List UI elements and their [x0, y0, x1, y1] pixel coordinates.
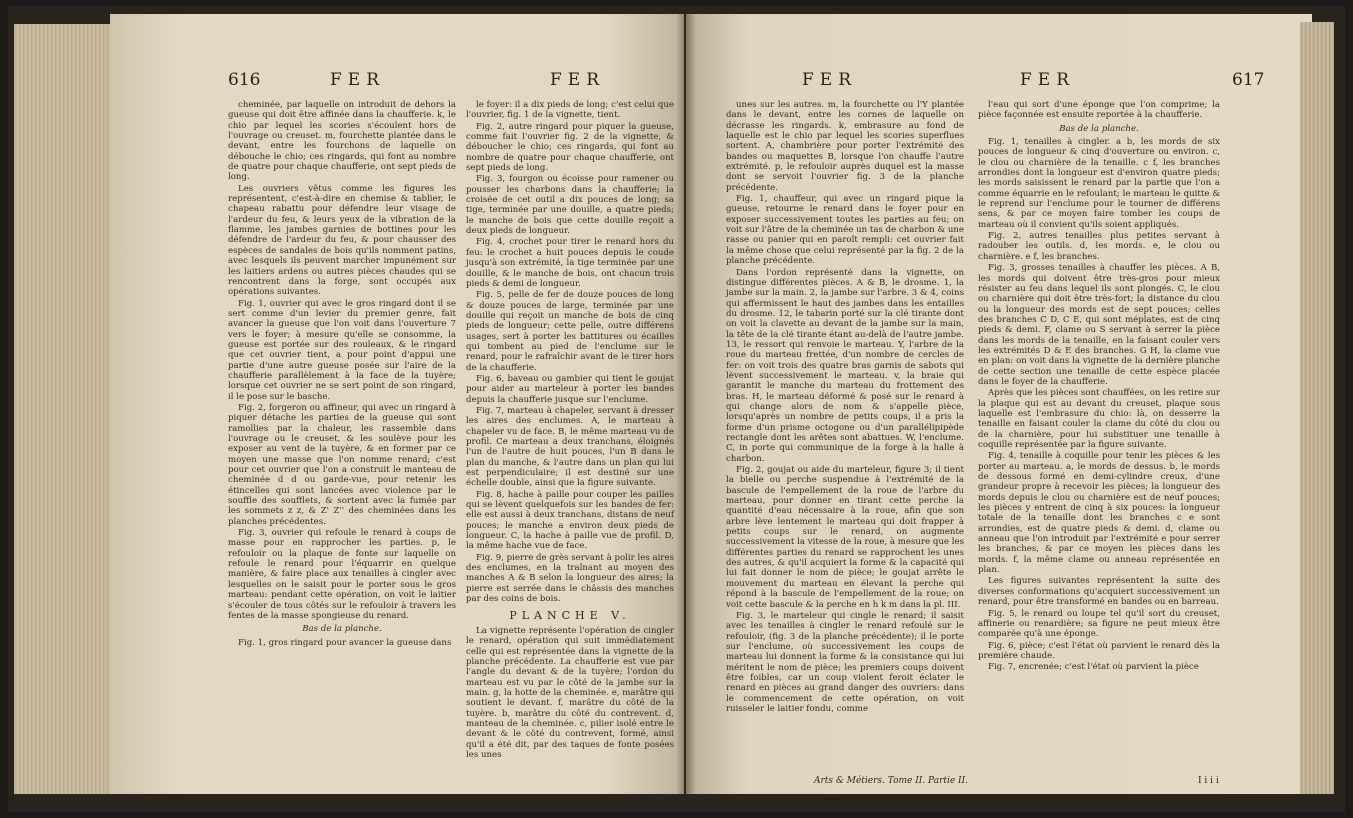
page-number-right: 617 [1232, 70, 1265, 90]
paragraph: Fig. 4, tenaille à coquille pour tenir les pièces & les porter au marteau. a, le mords de dessus. b, le mords de dessous formé en demi-cylindre creux, d'une grandeur propre à recevoir les pièces; la longueur des mords depuis le clou ou charnière est de neuf pouces; les pièces y entrent de cinq à six pouces: la longueur totale de la tenaille dont les branches c e sont arrondies, est de quatre pieds & demi. d, clame ou anneau que l'on introduit par l'extrémité e pour serrer les branches, & par ce moyen les pièces dans les mords. f, la même clame ou anneau représentée en plan. [978, 451, 1220, 576]
right-page [686, 14, 1312, 794]
left-page [110, 14, 684, 794]
right-page-column-1 [726, 100, 964, 714]
paragraph: Fig. 9, pierre de grès servant à polir les aires des enclumes, en la traînant au moyen des manches A & B selon la longueur des aires; la pierre est serrée dans le châssis des manches par des coins de bois. [466, 552, 674, 605]
paragraph: Fig. 5, pelle de fer de douze pouces de long & douze pouces de large, terminée par une douille qui reçoit un manche de bois de cinq pieds de longueur; cette pelle, outre différens usages, sert à porter les battitures ou écailles qui tombent au pied de l'enclume sur le renard, pour le rafraîchir avant de le tirer hors de la chaufferie. [466, 290, 674, 373]
paragraph: Fig. 3, grosses tenailles à chauffer les pièces. A B, les mords qui doivent être très-gros pour mieux résister au feu dans lequel ils sont plongés. C, le clou ou charnière qui doit être très-fort; la distance du clou ou la longueur des mords est de sept pouces; celles des branches C D, C E, qui sont méplates, est de cinq pieds & demi. F, clame ou S servant à serrer la pièce dans les mords de la tenaille, en la faisant couler vers les extrémités D & E des branches. G H, la clame vue en plan: on voit dans la vignette de la dernière planche de cette section une tenaille de cette espèce placée dans le foyer de la chaufferie. [978, 263, 1220, 387]
left-page-edges [14, 24, 112, 794]
paragraph: Fig. 1, chauffeur, qui avec un ringard pique la gueuse, retourne le renard dans le foyer pour en exposer successivement toutes les parties au feu; on voit sur l'âtre de la cheminée un tas de charbon & une rasse ou panier qui en paroît rempli: cet ouvrier fait la même chose que celui représenté par la fig. 2 de la planche précédente. [726, 194, 964, 267]
paragraph: Fig. 4, crochet pour tirer le renard hors du feu: le crochet a huit pouces depuis le coude jusqu'à son extrémité, la tige terminée par une douille, & le manche de bois, ont chacun trois pieds & demi de longueur. [466, 237, 674, 289]
left-page-column-2 [466, 100, 674, 760]
paragraph: Fig. 1, gros ringard pour avancer la gueuse dans [238, 637, 452, 648]
paragraph: Après que les pièces sont chauffées, on les retire sur la plaque qui est au devant du creuset, plaque sous laquelle est l'embrasure du chio: là, on desserre la tenaille en faisant couler la clame du côté du clou ou de la charnière, pour lui substituer une tenaille à coquille représentée par la figure suivante. [978, 388, 1220, 450]
volume-footer: Arts & Métiers. Tome II. Partie II. [814, 776, 969, 786]
paragraph: Fig. 3, fourgon ou écoisse pour ramener ou pousser les charbons dans la chaufferie; la croisée de cet outil a dix pouces de long; sa tige, terminée par une douille, a quatre pieds; le manche de bois que cette douille reçoit a deux pieds de longueur. [466, 174, 674, 237]
plate-heading: PLANCHE V. [509, 608, 631, 622]
paragraph: Fig. 2, autre ringard pour piquer la gueuse, comme fait l'ouvrier fig. 2 de la vignette, & déboucher le chio; ces ringards, qui font au nombre de quatre pour chaque chaufferie, ont sept pieds de long. [466, 121, 674, 174]
paragraph: Fig. 1, tenailles à cingler. a b, les mords de six pouces de longueur & cinq d'ouverture ou environ. c, le clou ou charnière de la tenaille. c f, les branches arrondies dont la longueur est d'environ quatre pieds; les mords saisissent le renard par la partie que l'on a comme équarrie en le refoulant; le marteau le quitte & le reprend sur l'enclume pour le tourner de différens sens, & par ce moyen faire tomber les coups de marteau où il convient qu'ils soient appliqués. [978, 137, 1220, 230]
paragraph: cheminée, par laquelle on introduit de dehors la gueuse qui doit être affinée dans la chaufferie. k, le chio par lequel les scories s'écoulent hors de l'ouvrage ou creuset. m, fourchette plantée dans le devant, entre les fourchons de laquelle on débouche le chio; ces ringards, qui font au nombre de quatre pour chaque chaufferie, ont sept pieds de long. [228, 100, 456, 183]
paragraph: Fig. 8, hache à paille pour couper les pailles qui se lèvent quelquefois sur les bandes de fer: elle est aussi à deux tranchans, distans de neuf pouces; le manche a environ deux pieds de longueur. C, la hache à paille vue de profil. D, la même hache vue de face. [466, 489, 674, 552]
paragraph: unes sur les autres. m, la fourchette ou l'Y plantée dans le devant, entre les cornes de laquelle on décrasse les ringards. k, embrasure au fond de laquelle est le chio par lequel les scories superflues sortent. A, chambrière pour porter l'extrémité des bandes ou maquettes B, lorsque l'on chauffe l'autre extrémité. p, le refouloir auprès duquel est la masse dont se servoit l'ouvrier fig. 3 de la planche précédente. [726, 100, 964, 193]
paragraph: l'eau qui sort d'une éponge que l'on comprime; la pièce façonnée est ensuite reportée à la chaufferie. [978, 100, 1220, 121]
paragraph: Fig. 2, goujat ou aide du marteleur, figure 3; il tient la bielle ou perche suspendue à l'extrémité de la bascule de l'empellement de la roue de l'arbre du marteau, pour donner en tirant cette perche la quantité d'eau nécessaire à la roue, afin que son arbre lève lentement le marteau qui doit frapper à petits coups sur le renard, on augmente successivement la vitesse de la roue, à mesure que les différentes parties du renard se rapprochent les unes des autres, & qu'il acquiert la forme & la capacité qui lui fait donner le nom de pièce; le goujat arrête le mouvement du marteau en élevant la perche qui répond à la bascule de l'empellement de la roue; on voit cette bascule & la perche en h k m dans la pl. III. [726, 465, 964, 610]
paragraph: La vignette représente l'opération de cingler le renard, opération qui suit immédiatement celle qui est représentée dans la vignette de la planche précédente. La chaufferie est vue par l'angle du devant & de la tuyère; l'ordon du marteau est vu par le côté de la jambe sur la main. g, la hotte de la cheminée. e, marâtre qui soutient le devant. f, marâtre du côté de la tuyère. b, marâtre du côté du contrevent. d, manteau de la cheminée. c, pilier isolé entre le devant & le côté du contrevent, formé, ainsi qu'il a été dit, par des taques de fonte posées les unes [466, 625, 674, 760]
paragraph: Fig. 6, baveau ou gambier qui tient le goujat pour aider au marteleur à porter les bandes depuis la chaufferie jusque sur l'enclume. [466, 373, 674, 405]
right-page-column-2 [978, 100, 1220, 673]
paragraph: Fig. 2, forgeron ou affineur, qui avec un ringard à piquer détache les parties de la gueuse qui sont ramollies par la chaleur, les rassemble dans l'ouvrage ou le creuset, & les soulève pour les exposer au vent de la tuyère, & en former par ce moyen une masse que l'on nomme renard; c'est pour cet ouvrier que l'on a construit le manteau de cheminée d d ou garde-vue, pour retenir les étincelles qui sont lancées avec violence par le souffle des soufflets, & sortent avec la fumée par les sommets z z, & Z' Z'' des cheminées dans les planches précédentes. [228, 402, 456, 527]
running-head-right-2: FER [1020, 70, 1076, 90]
paragraph: Dans l'ordon représenté dans la vignette, on distingue différentes pièces. A & B, le drosme. 1, la jambe sur la main. 2, la jambe sur l'arbre. 3 & 4, coins qui affermissent le haut des jambes dans les entailles du drosme. 12, le tabarin porté sur la clé tirante dont on voit la clavette au devant de la jambe sur la main, la tête de la clé tirante étant au-delà de l'autre jambe. 13, le ressort qui renvoie le marteau. Y, l'arbre de la roue du marteau frettée, d'un nombre de cercles de fer: on voit trois des quatre bras garnis de sabots qui lèvent successivement le marteau. v, la braie qui garantit le manche du marteau du frottement des bras. H, le marteau déformé & posé sur le renard à qui change alors de nom & s'appelle pièce, lorsqu'après un nombre de petits coups, il a pris la forme d'un prisme octogone ou d'un parallélipipède rectangle dont les arêtes sont abattues. W, l'enclume. C, in porte qui communique de la forge à la halle à charbon. [726, 267, 964, 464]
paragraph: le foyer: il a dix pieds de long; c'est celui que l'ouvrier, fig. 1 de la vignette, tient. [466, 100, 674, 121]
paragraph: Fig. 7, encrenée; c'est l'état où parvient la pièce [988, 662, 1199, 673]
right-page-edges [1300, 22, 1334, 794]
left-page-column-1 [228, 100, 456, 648]
paragraph: Fig. 1, ouvrier qui avec le gros ringard dont il se sert comme d'un levier du premier genre, fait avancer la gueuse que l'on voit dans l'ouverture 7 vers le foyer; à mesure qu'elle se consomme, la gueuse est portée sur des rouleaux, & le ringard que cet ouvrier tient, a pour point d'appui une partie d'une autre gueuse posée sur l'aire de la chaufferie parallèlement à la face de la tuyère; lorsque cet ouvrier ne se sert point de son ringard, il le pose sur le basche. [228, 298, 456, 402]
paragraph: Fig. 3, le marteleur qui cingle le renard; il saisit avec les tenailles à cingler le renard refoulé sur le refouloir, (fig. 3 de la planche précédente); il le porte sur l'enclume, où successivement les coups de marteau lui donnent la forme & la consistance qui lui méritent le nom de pièce; les premiers coups doivent être foibles, car un coup violent feroit éclater le renard en pièces au grand danger des ouvriers: dans le commencement de cette opération, on voit ruisseler le laitier fondu, comme [726, 610, 964, 714]
paragraph: Fig. 7, marteau à chapeler, servant à dresser les aires des enclumes. A, le marteau à chapeler vu de face. B, le même marteau vu de profil. Ce marteau a deux tranchans, éloignés l'un de l'autre de huit pouces, l'un B dans le plan du manche, & l'autre dans un plan qui lui est perpendiculaire; il est destiné sur une échelle double, ainsi que la figure suivante. [466, 405, 674, 489]
running-head-right-1: FER [802, 70, 858, 90]
page-number-left: 616 [228, 70, 261, 90]
book-gutter [676, 14, 696, 794]
section-subhead: Bas de la planche. [1059, 123, 1139, 134]
running-head-left-2: FER [550, 70, 606, 90]
paragraph: Fig. 5, le renard ou loupe tel qu'il sort du creuset, affinerie ou renardière; sa figure ne peut mieux être comparée qu'à une éponge. [978, 608, 1220, 640]
section-subhead: Bas de la planche. [302, 624, 382, 635]
signature-mark: I i i i [1198, 776, 1219, 786]
paragraph: Les ouvriers vêtus comme les figures les représentent, c'est-à-dire en chemise & tablier, le chapeau rabattu pour défendre leur visage de l'ardeur du feu, & leurs yeux de la vibration de la flamme, les jambes garnies de bottines pour les défendre de l'ardeur du feu, & pour chausser des espèces de sandales de bois qu'ils nomment patins, avec lesquels ils peuvent marcher impunément sur les laitiers ardens ou autres pièces chaudes qui se rencontrent dans la forge, sont occupés aux opérations suivantes. [228, 183, 456, 298]
paragraph: Les figures suivantes représentent la suite des diverses conformations qu'acquiert successivement un renard, pour être transformé en bandes ou en barreau. [978, 576, 1220, 608]
paragraph: Fig. 3, ouvrier qui refoule le renard à coups de masse pour en rapprocher les parties. p, le refouloir ou la plaque de fonte sur laquelle on refoule le renard pour l'équarrir en quelque manière, & faire place aux tenailles à cingler avec lesquelles on le saisit pour le porter sous le gros marteau: pendant cette opération, on voit le laitier s'écouler de tous côtés sur le refouloir à travers les fentes de la masse spongieuse du renard. [228, 528, 456, 621]
paragraph: Fig. 6, pièce; c'est l'état où parvient le renard dès la première chaude. [978, 640, 1220, 661]
running-head-left-1: FER [330, 70, 386, 90]
paragraph: Fig. 2, autres tenailles plus petites servant à radouber les outils. d, les mords. e, le clou ou charnière. e f, les branches. [978, 231, 1220, 262]
